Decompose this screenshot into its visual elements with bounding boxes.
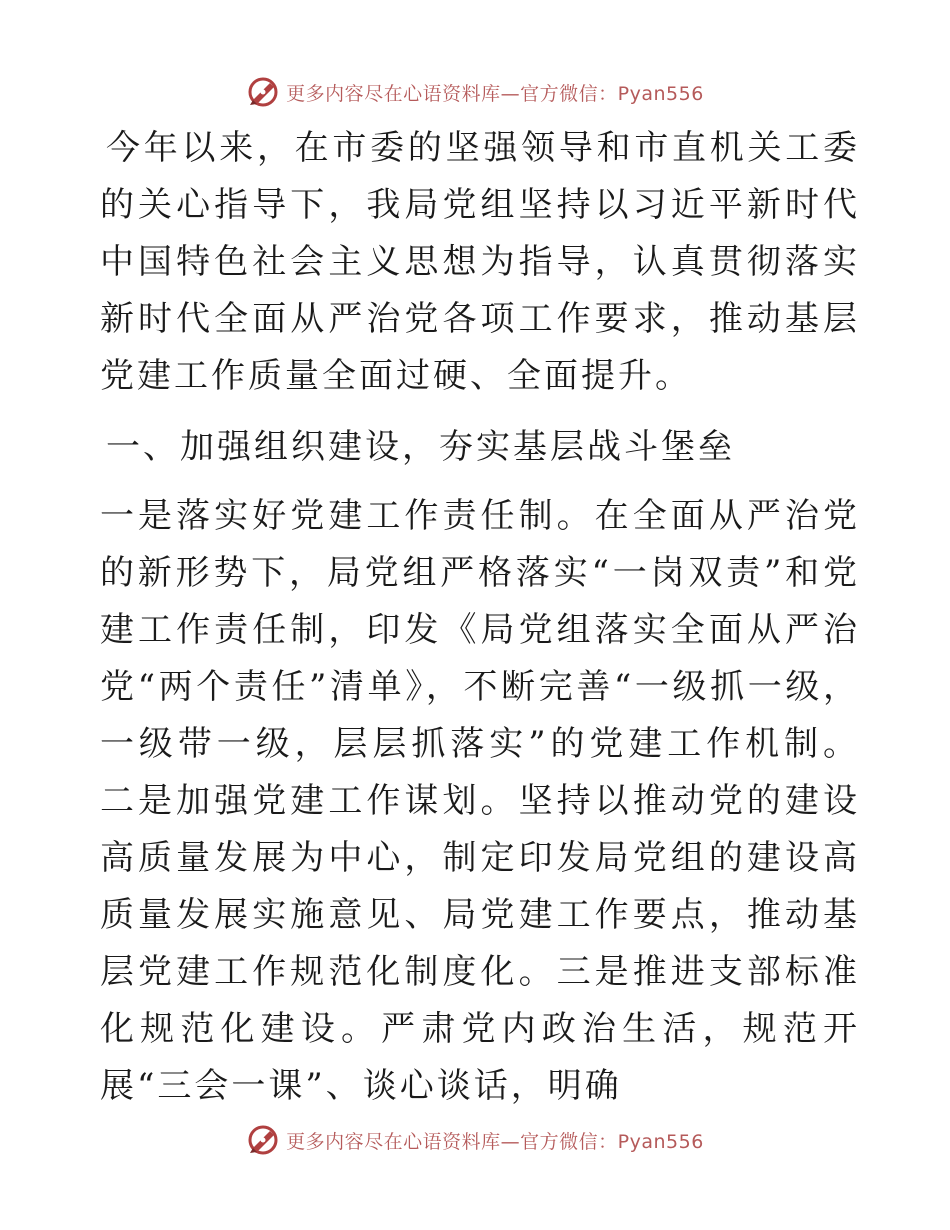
pen-in-circle-logo-icon [246, 75, 280, 109]
pen-in-circle-logo-icon [246, 1123, 280, 1157]
header-tagline: 更多内容尽在心语资料库—官方微信：Pyan556 [286, 82, 704, 105]
header-banner [0, 72, 950, 112]
paragraph-intro: 今年以来，在市委的坚强领导和市直机关工委的关心指导下，我局党组坚持以习近平新时代中国特色社会主义思想为指导，认真贯彻落实新时代全面从严治党各项工作要求，推动基层党建工作质量全面过硬、全面提升。 [100, 128, 860, 396]
document-body [100, 120, 860, 1115]
footer-tagline: 更多内容尽在心语资料库—官方微信：Pyan556 [286, 1130, 704, 1153]
footer-banner [0, 1120, 950, 1160]
paragraph-section-1: 一是落实好党建工作责任制。在全面从严治党的新形势下，局党组严格落实“一岗双责”和党建工作责任制，印发《局党组落实全面从严治党“两个责任”清单》，不断完善“一级抓一级，一级带一级，层层抓落实”的党建工作机制。二是加强党建工作谋划。坚持以推动党的建设高质量发展为中心，制定印发局党组的建设高质量发展实施意见、局党建工作要点，推动基层党建工作规范化制度化。三是推进支部标准化规范化建设。严肃党内政治生活，规范开展“三会一课”、谈心谈话，明确 [100, 496, 860, 1106]
section-heading: 一、加强组织建设，夯实基层战斗堡垒 [106, 427, 735, 467]
